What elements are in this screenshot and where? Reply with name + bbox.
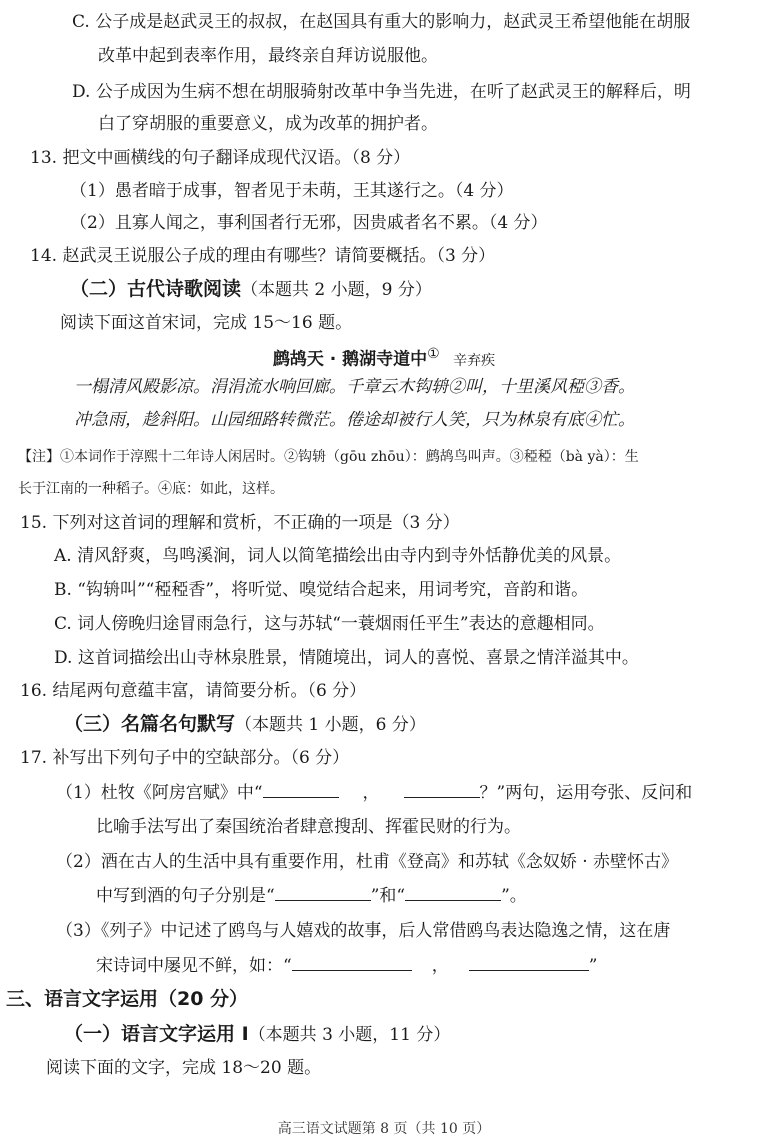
q12-option-d-line1: D. 公子成因为生病不想在胡服骑射改革中争当先进，在听了赵武灵王的解释后，明 (72, 82, 691, 102)
q13-sentence-1: （1）愚者暗于成事，智者见于未萌，王其遂行之。（4 分） (70, 181, 514, 201)
section-3-1-meta: （本题共 3 小题，11 分） (248, 1025, 451, 1045)
fill-blank[interactable] (469, 956, 589, 971)
section-3-meta: （本题共 1 小题，6 分） (235, 715, 426, 735)
poem-line-2: 冲急雨，趁斜阳。山园细路转微茫。倦途却被行人笑，只为林泉有底④忙。 (74, 410, 635, 430)
q17-part-3-separator: ， (431, 956, 449, 976)
q17-part-2-middle: ”和“ (370, 886, 406, 906)
q17-part-2-suffix: ”。 (501, 886, 527, 906)
q15-option-c: C. 词人傍晚归途冒雨急行，这与苏轼“一蓑烟雨任平生”表达的意趣相同。 (54, 614, 605, 634)
poem-line-1: 一榻清风殿影凉。涓涓流水响回廊。千章云木钩辀②叫，十里溪风稏③香。 (74, 377, 635, 397)
q16-stem: 16. 结尾两句意蕴丰富，请简要分析。（6 分） (20, 681, 367, 701)
section-2-meta: （本题共 2 小题，9 分） (241, 280, 432, 300)
part-3-heading: 三、语言文字运用（20 分） (6, 988, 249, 1010)
section-3-title (64, 713, 426, 736)
poem-header (0, 346, 768, 370)
fill-blank[interactable] (404, 783, 480, 798)
q12-option-d-line2: 白了穿胡服的重要意义，成为改革的拥护者。 (98, 114, 438, 134)
fill-blank[interactable] (292, 956, 412, 971)
q13-stem: 13. 把文中画横线的句子翻译成现代汉语。（8 分） (30, 148, 411, 168)
fill-blank[interactable] (263, 783, 339, 798)
q14-stem: 14. 赵武灵王说服公子成的理由有哪些？请简要概括。（3 分） (30, 246, 496, 266)
section-2-intro: 阅读下面这首宋词，完成 15～16 题。 (60, 313, 353, 333)
q17-part-3-suffix: ” (588, 956, 598, 976)
section-2-title (70, 278, 432, 301)
poem-note-line-2: 长于江南的一种稻子。④底：如此，这样。 (18, 481, 284, 497)
q17-part-3-line-1: （3）《列子》中记述了鸥鸟与人嬉戏的故事，后人常借鸥鸟表达隐逸之情，这在唐 (56, 921, 671, 941)
q15-option-b: B. “钩辀叫”“稏稏香”，将听觉、嗅觉结合起来，用词考究，音韵和谐。 (54, 580, 589, 600)
q17-part-2-prefix: 中写到酒的句子分别是“ (96, 886, 275, 906)
q17-part-2-line-1: （2）酒在古人的生活中具有重要作用，杜甫《登高》和苏轼《念奴娇 · 赤壁怀古》 (56, 852, 679, 872)
q17-part-1-prefix: （1）杜牧《阿房宫赋》中“ (56, 783, 263, 803)
q12-option-c-line1: C. 公子成是赵武灵王的叔叔，在赵国具有重大的影响力，赵武灵王希望他能在胡服 (72, 12, 691, 32)
q17-part-1-line-1 (56, 783, 692, 803)
poem-note-marker: ① (427, 346, 440, 362)
poem-note-line-1: 【注】①本词作于淳熙十二年诗人闲居时。②钩辀（gōu zhōu）：鹧鸪鸟叫声。③稏稏（bà yà）：生 (18, 449, 639, 465)
q17-part-2-line-2 (96, 886, 527, 906)
section-3-1-title (64, 1023, 450, 1046)
q17-part-3-prefix: 宋诗词中屡见不鲜，如：“ (96, 956, 292, 976)
q15-option-d: D. 这首词描绘出山寺林泉胜景，情随境出，词人的喜悦、喜景之情洋溢其中。 (54, 648, 639, 668)
fill-blank[interactable] (275, 886, 371, 901)
q13-sentence-2: （2）且寡人闻之，事利国者行无邪，因贵戚者名不累。（4 分） (70, 213, 548, 233)
q15-stem: 15. 下列对这首词的理解和赏析，不正确的一项是（3 分） (20, 513, 460, 533)
q17-part-1-suffix: ？”两句，运用夸张、反问和 (479, 783, 693, 803)
section-3-1-heading: （一）语言文字运用 Ⅰ (64, 1023, 249, 1045)
q17-part-1-line-2: 比喻手法写出了秦国统治者肆意搜刮、挥霍民财的行为。 (96, 817, 521, 837)
section-2-heading: （二）古代诗歌阅读 (70, 278, 242, 300)
poem-author: 辛弃疾 (453, 352, 496, 369)
q15-option-a: A. 清风舒爽，鸟鸣溪涧，词人以简笔描绘出由寺内到寺外恬静优美的风景。 (54, 546, 622, 566)
section-3-1-intro: 阅读下面的文字，完成 18～20 题。 (46, 1058, 322, 1078)
q12-option-c-line2: 改革中起到表率作用，最终亲自拜访说服他。 (98, 46, 438, 66)
poem-title: 鹧鸪天 · 鹅湖寺道中 (272, 349, 428, 370)
page-footer: 高三语文试题第 8 页（共 10 页） (277, 1121, 491, 1137)
q17-stem: 17. 补写出下列句子中的空缺部分。（6 分） (20, 748, 350, 768)
section-3-heading: （三）名篇名句默写 (64, 713, 236, 735)
q17-part-1-separator: ， (362, 783, 380, 803)
q17-part-3-line-2 (96, 956, 597, 976)
fill-blank[interactable] (405, 886, 501, 901)
